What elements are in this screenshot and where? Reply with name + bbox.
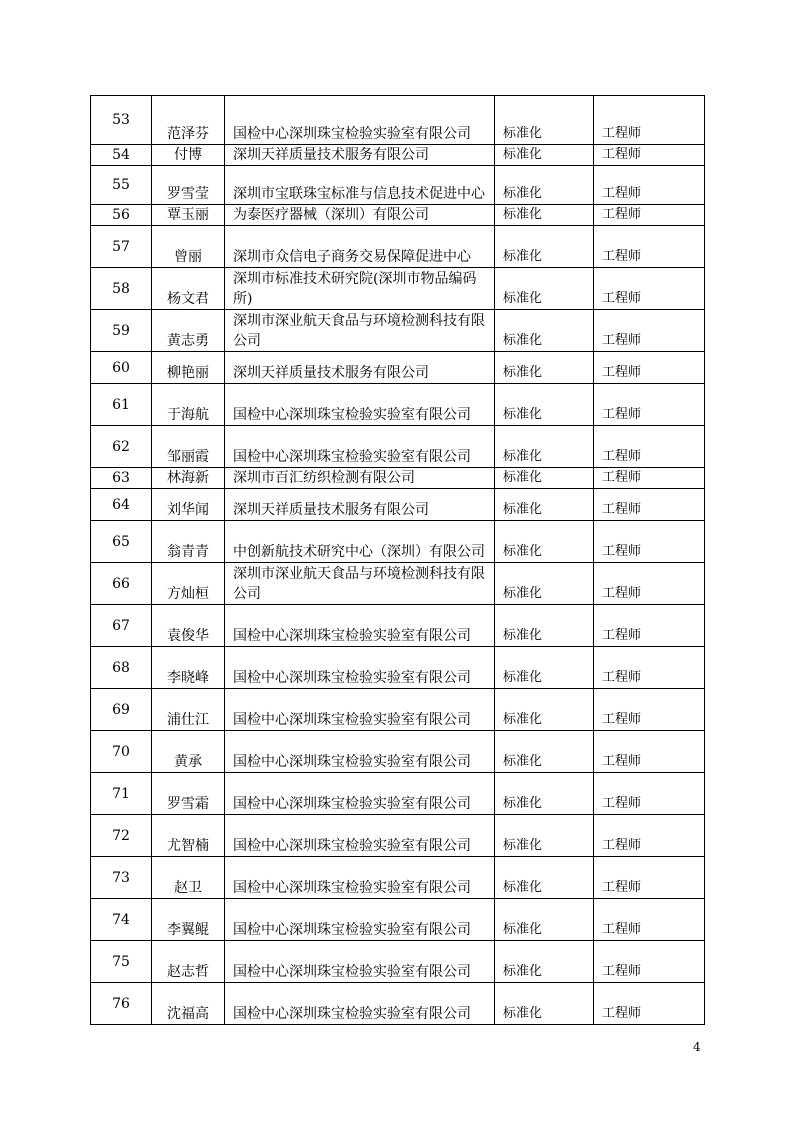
job-title-cell bbox=[594, 96, 705, 145]
specialty-cell bbox=[495, 815, 594, 857]
organization: 国检中心深圳珠宝检验实验室有限公司 bbox=[233, 838, 471, 854]
organization: 深圳市百汇纺织检测有限公司 bbox=[233, 470, 415, 486]
job-title-cell bbox=[594, 489, 705, 521]
organization-cell bbox=[225, 563, 495, 605]
specialty: 标准化 bbox=[503, 291, 543, 306]
specialty: 标准化 bbox=[503, 147, 543, 162]
job-title-cell bbox=[594, 468, 705, 489]
specialty: 标准化 bbox=[503, 1006, 543, 1021]
row-number: 57 bbox=[112, 238, 130, 255]
organization-cell bbox=[225, 521, 495, 563]
person-name-cell bbox=[152, 205, 225, 226]
specialty-cell bbox=[495, 647, 594, 689]
row-number-cell bbox=[91, 468, 152, 489]
table-row bbox=[91, 489, 705, 521]
person-name: 于海航 bbox=[167, 407, 209, 423]
specialty: 标准化 bbox=[503, 126, 543, 141]
specialty-cell bbox=[495, 689, 594, 731]
organization-cell bbox=[225, 226, 495, 268]
organization: 国检中心深圳珠宝检验实验室有限公司 bbox=[233, 964, 471, 980]
specialty-cell bbox=[495, 521, 594, 563]
table-row bbox=[91, 689, 705, 731]
specialty-cell bbox=[495, 468, 594, 489]
table-row bbox=[91, 352, 705, 384]
organization: 深圳天祥质量技术服务有限公司 bbox=[233, 502, 429, 518]
row-number: 64 bbox=[112, 496, 130, 513]
person-name: 李翼鲲 bbox=[167, 922, 209, 938]
person-name: 翁青青 bbox=[167, 544, 209, 560]
organization: 国检中心深圳珠宝检验实验室有限公司 bbox=[233, 754, 471, 770]
job-title-cell bbox=[594, 268, 705, 310]
specialty-cell bbox=[495, 205, 594, 226]
organization-cell bbox=[225, 384, 495, 426]
table-row bbox=[91, 166, 705, 205]
row-number-cell bbox=[91, 145, 152, 166]
job-title: 工程师 bbox=[602, 147, 642, 162]
person-name: 赵志哲 bbox=[167, 964, 209, 980]
row-number-cell bbox=[91, 426, 152, 468]
job-title: 工程师 bbox=[602, 249, 642, 264]
person-name-cell bbox=[152, 815, 225, 857]
table-row bbox=[91, 605, 705, 647]
row-number-cell bbox=[91, 731, 152, 773]
specialty: 标准化 bbox=[503, 186, 543, 201]
job-title: 工程师 bbox=[602, 586, 642, 601]
specialty-cell bbox=[495, 773, 594, 815]
table-row bbox=[91, 647, 705, 689]
row-number-cell bbox=[91, 384, 152, 426]
row-number-cell bbox=[91, 521, 152, 563]
specialty-cell bbox=[495, 384, 594, 426]
organization: 国检中心深圳珠宝检验实验室有限公司 bbox=[233, 880, 471, 896]
job-title: 工程师 bbox=[602, 880, 642, 895]
specialty-cell bbox=[495, 899, 594, 941]
person-name-cell bbox=[152, 941, 225, 983]
table-row bbox=[91, 96, 705, 145]
organization: 国检中心深圳珠宝检验实验室有限公司 bbox=[233, 1006, 471, 1022]
person-name: 尤智楠 bbox=[167, 838, 209, 854]
organization-cell bbox=[225, 205, 495, 226]
person-name: 付博 bbox=[174, 147, 202, 163]
organization: 国检中心深圳珠宝检验实验室有限公司 bbox=[233, 449, 471, 465]
specialty: 标准化 bbox=[503, 670, 543, 685]
person-name: 覃玉丽 bbox=[167, 207, 209, 223]
specialty: 标准化 bbox=[503, 207, 543, 222]
organization: 深圳市深业航天食品与环境检测科技有限公司 bbox=[233, 313, 485, 349]
job-title: 工程师 bbox=[602, 628, 642, 643]
person-name-cell bbox=[152, 521, 225, 563]
specialty: 标准化 bbox=[503, 628, 543, 643]
person-name-cell bbox=[152, 647, 225, 689]
person-name: 方灿桓 bbox=[167, 586, 209, 602]
organization-cell bbox=[225, 426, 495, 468]
organization-cell bbox=[225, 731, 495, 773]
organization-cell bbox=[225, 468, 495, 489]
person-name: 黄承 bbox=[174, 754, 202, 770]
job-title-cell bbox=[594, 226, 705, 268]
specialty: 标准化 bbox=[503, 880, 543, 895]
specialty: 标准化 bbox=[503, 586, 543, 601]
specialty-cell bbox=[495, 605, 594, 647]
row-number-cell bbox=[91, 489, 152, 521]
row-number: 60 bbox=[112, 359, 130, 376]
organization: 国检中心深圳珠宝检验实验室有限公司 bbox=[233, 796, 471, 812]
job-title-cell bbox=[594, 310, 705, 352]
row-number-cell bbox=[91, 268, 152, 310]
person-name: 李晓峰 bbox=[167, 670, 209, 686]
person-name-cell bbox=[152, 689, 225, 731]
job-title: 工程师 bbox=[602, 754, 642, 769]
table-row bbox=[91, 899, 705, 941]
table-row bbox=[91, 205, 705, 226]
organization-cell bbox=[225, 352, 495, 384]
job-title-cell bbox=[594, 857, 705, 899]
row-number: 63 bbox=[112, 470, 130, 486]
job-title-cell bbox=[594, 647, 705, 689]
row-number: 54 bbox=[112, 147, 130, 163]
specialty-cell bbox=[495, 352, 594, 384]
row-number-cell bbox=[91, 857, 152, 899]
row-number-cell bbox=[91, 205, 152, 226]
organization-cell bbox=[225, 647, 495, 689]
job-title-cell bbox=[594, 941, 705, 983]
table-row bbox=[91, 983, 705, 1025]
person-name-cell bbox=[152, 226, 225, 268]
person-name: 邹丽霞 bbox=[167, 449, 209, 465]
specialty: 标准化 bbox=[503, 712, 543, 727]
job-title-cell bbox=[594, 983, 705, 1025]
table-row bbox=[91, 815, 705, 857]
job-title: 工程师 bbox=[602, 291, 642, 306]
row-number: 70 bbox=[112, 743, 130, 760]
organization: 深圳市深业航天食品与环境检测科技有限公司 bbox=[233, 566, 485, 602]
person-name: 范泽芬 bbox=[167, 126, 209, 142]
specialty: 标准化 bbox=[503, 407, 543, 422]
person-name-cell bbox=[152, 310, 225, 352]
row-number: 65 bbox=[112, 533, 130, 550]
organization: 为泰医疗器械（深圳）有限公司 bbox=[233, 207, 429, 223]
job-title: 工程师 bbox=[602, 712, 642, 727]
organization-cell bbox=[225, 899, 495, 941]
person-name: 罗雪霜 bbox=[167, 796, 209, 812]
specialty: 标准化 bbox=[503, 470, 543, 485]
table-row bbox=[91, 563, 705, 605]
job-title-cell bbox=[594, 773, 705, 815]
row-number-cell bbox=[91, 352, 152, 384]
job-title: 工程师 bbox=[602, 207, 642, 222]
specialty-cell bbox=[495, 941, 594, 983]
row-number: 73 bbox=[112, 869, 130, 886]
specialty-cell bbox=[495, 857, 594, 899]
specialty-cell bbox=[495, 310, 594, 352]
row-number: 58 bbox=[112, 280, 130, 297]
specialty: 标准化 bbox=[503, 502, 543, 517]
organization-cell bbox=[225, 96, 495, 145]
person-name: 赵卫 bbox=[174, 880, 202, 896]
row-number: 68 bbox=[112, 659, 130, 676]
person-name-cell bbox=[152, 468, 225, 489]
table-row bbox=[91, 145, 705, 166]
job-title: 工程师 bbox=[602, 544, 642, 559]
person-name-cell bbox=[152, 605, 225, 647]
specialty-cell bbox=[495, 96, 594, 145]
specialty-cell bbox=[495, 563, 594, 605]
specialty: 标准化 bbox=[503, 544, 543, 559]
person-name: 曾丽 bbox=[174, 249, 202, 265]
person-name-cell bbox=[152, 145, 225, 166]
job-title: 工程师 bbox=[602, 670, 642, 685]
organization: 深圳天祥质量技术服务有限公司 bbox=[233, 147, 429, 163]
row-number: 66 bbox=[112, 575, 130, 592]
row-number: 72 bbox=[112, 827, 130, 844]
person-name: 柳艳丽 bbox=[167, 365, 209, 381]
person-name: 林海新 bbox=[167, 470, 209, 486]
job-title: 工程师 bbox=[602, 470, 642, 485]
table-row bbox=[91, 310, 705, 352]
organization-cell bbox=[225, 268, 495, 310]
job-title-cell bbox=[594, 205, 705, 226]
row-number-cell bbox=[91, 983, 152, 1025]
specialty: 标准化 bbox=[503, 249, 543, 264]
row-number-cell bbox=[91, 96, 152, 145]
table-row bbox=[91, 773, 705, 815]
organization: 国检中心深圳珠宝检验实验室有限公司 bbox=[233, 126, 471, 142]
specialty: 标准化 bbox=[503, 796, 543, 811]
person-name: 沈福高 bbox=[167, 1006, 209, 1022]
organization-cell bbox=[225, 489, 495, 521]
organization: 国检中心深圳珠宝检验实验室有限公司 bbox=[233, 407, 471, 423]
person-name-cell bbox=[152, 426, 225, 468]
organization: 深圳市宝联珠宝标准与信息技术促进中心 bbox=[233, 186, 485, 202]
organization-cell bbox=[225, 983, 495, 1025]
organization-cell bbox=[225, 815, 495, 857]
table-row bbox=[91, 857, 705, 899]
person-name-cell bbox=[152, 384, 225, 426]
job-title: 工程师 bbox=[602, 502, 642, 517]
table-body bbox=[91, 96, 705, 1025]
specialty: 标准化 bbox=[503, 449, 543, 464]
person-name-cell bbox=[152, 983, 225, 1025]
personnel-table bbox=[90, 95, 705, 1025]
person-name-cell bbox=[152, 857, 225, 899]
row-number: 62 bbox=[112, 438, 130, 455]
person-name: 刘华闻 bbox=[167, 502, 209, 518]
organization: 中创新航技术研究中心（深圳）有限公司 bbox=[233, 544, 485, 560]
specialty: 标准化 bbox=[503, 922, 543, 937]
person-name: 罗雪莹 bbox=[167, 186, 209, 202]
job-title: 工程师 bbox=[602, 186, 642, 201]
person-name: 袁俊华 bbox=[167, 628, 209, 644]
organization: 国检中心深圳珠宝检验实验室有限公司 bbox=[233, 712, 471, 728]
table-row bbox=[91, 521, 705, 563]
specialty-cell bbox=[495, 983, 594, 1025]
job-title: 工程师 bbox=[602, 1006, 642, 1021]
organization-cell bbox=[225, 310, 495, 352]
specialty: 标准化 bbox=[503, 838, 543, 853]
job-title: 工程师 bbox=[602, 365, 642, 380]
specialty: 标准化 bbox=[503, 365, 543, 380]
row-number: 76 bbox=[112, 995, 130, 1012]
specialty-cell bbox=[495, 166, 594, 205]
organization: 国检中心深圳珠宝检验实验室有限公司 bbox=[233, 922, 471, 938]
person-name-cell bbox=[152, 268, 225, 310]
row-number: 75 bbox=[112, 953, 130, 970]
specialty: 标准化 bbox=[503, 964, 543, 979]
person-name-cell bbox=[152, 563, 225, 605]
table-row bbox=[91, 426, 705, 468]
table-row bbox=[91, 468, 705, 489]
row-number-cell bbox=[91, 563, 152, 605]
person-name-cell bbox=[152, 352, 225, 384]
person-name: 浦仕江 bbox=[167, 712, 209, 728]
job-title-cell bbox=[594, 815, 705, 857]
row-number-cell bbox=[91, 815, 152, 857]
organization: 深圳市标准技术研究院(深圳市物品编码所) bbox=[233, 271, 477, 307]
row-number-cell bbox=[91, 899, 152, 941]
row-number: 74 bbox=[112, 911, 130, 928]
row-number-cell bbox=[91, 941, 152, 983]
row-number: 56 bbox=[112, 207, 130, 223]
job-title-cell bbox=[594, 563, 705, 605]
specialty-cell bbox=[495, 731, 594, 773]
organization-cell bbox=[225, 689, 495, 731]
table-row bbox=[91, 268, 705, 310]
organization: 深圳市众信电子商务交易保障促进中心 bbox=[233, 249, 471, 265]
row-number-cell bbox=[91, 226, 152, 268]
person-name-cell bbox=[152, 731, 225, 773]
row-number-cell bbox=[91, 166, 152, 205]
job-title-cell bbox=[594, 166, 705, 205]
organization: 深圳天祥质量技术服务有限公司 bbox=[233, 365, 429, 381]
job-title-cell bbox=[594, 689, 705, 731]
row-number-cell bbox=[91, 605, 152, 647]
row-number: 53 bbox=[112, 112, 130, 128]
job-title: 工程师 bbox=[602, 964, 642, 979]
specialty: 标准化 bbox=[503, 333, 543, 348]
person-name-cell bbox=[152, 166, 225, 205]
job-title-cell bbox=[594, 352, 705, 384]
job-title: 工程师 bbox=[602, 796, 642, 811]
row-number-cell bbox=[91, 689, 152, 731]
job-title: 工程师 bbox=[602, 407, 642, 422]
specialty-cell bbox=[495, 268, 594, 310]
job-title-cell bbox=[594, 426, 705, 468]
job-title: 工程师 bbox=[602, 922, 642, 937]
job-title-cell bbox=[594, 384, 705, 426]
table-row bbox=[91, 731, 705, 773]
person-name-cell bbox=[152, 899, 225, 941]
organization-cell bbox=[225, 145, 495, 166]
person-name: 黄志勇 bbox=[167, 333, 209, 349]
row-number-cell bbox=[91, 647, 152, 689]
job-title-cell bbox=[594, 899, 705, 941]
row-number: 55 bbox=[112, 177, 130, 193]
person-name-cell bbox=[152, 96, 225, 145]
organization-cell bbox=[225, 605, 495, 647]
row-number-cell bbox=[91, 773, 152, 815]
organization-cell bbox=[225, 773, 495, 815]
table-row bbox=[91, 384, 705, 426]
job-title-cell bbox=[594, 605, 705, 647]
specialty: 标准化 bbox=[503, 754, 543, 769]
organization-cell bbox=[225, 941, 495, 983]
row-number-cell bbox=[91, 310, 152, 352]
organization: 国检中心深圳珠宝检验实验室有限公司 bbox=[233, 628, 471, 644]
specialty-cell bbox=[495, 489, 594, 521]
person-name-cell bbox=[152, 773, 225, 815]
organization: 国检中心深圳珠宝检验实验室有限公司 bbox=[233, 670, 471, 686]
table-row bbox=[91, 226, 705, 268]
job-title: 工程师 bbox=[602, 449, 642, 464]
job-title-cell bbox=[594, 145, 705, 166]
row-number: 69 bbox=[112, 701, 130, 718]
job-title-cell bbox=[594, 731, 705, 773]
person-name: 杨文君 bbox=[167, 291, 209, 307]
specialty-cell bbox=[495, 426, 594, 468]
organization-cell bbox=[225, 857, 495, 899]
row-number: 59 bbox=[112, 322, 130, 339]
job-title: 工程师 bbox=[602, 838, 642, 853]
row-number: 71 bbox=[112, 785, 130, 802]
row-number: 61 bbox=[112, 396, 130, 413]
person-name-cell bbox=[152, 489, 225, 521]
specialty-cell bbox=[495, 226, 594, 268]
job-title-cell bbox=[594, 521, 705, 563]
organization-cell bbox=[225, 166, 495, 205]
job-title: 工程师 bbox=[602, 126, 642, 141]
page-number: 4 bbox=[693, 1040, 701, 1054]
specialty-cell bbox=[495, 145, 594, 166]
row-number: 67 bbox=[112, 617, 130, 634]
table-row bbox=[91, 941, 705, 983]
job-title: 工程师 bbox=[602, 333, 642, 348]
